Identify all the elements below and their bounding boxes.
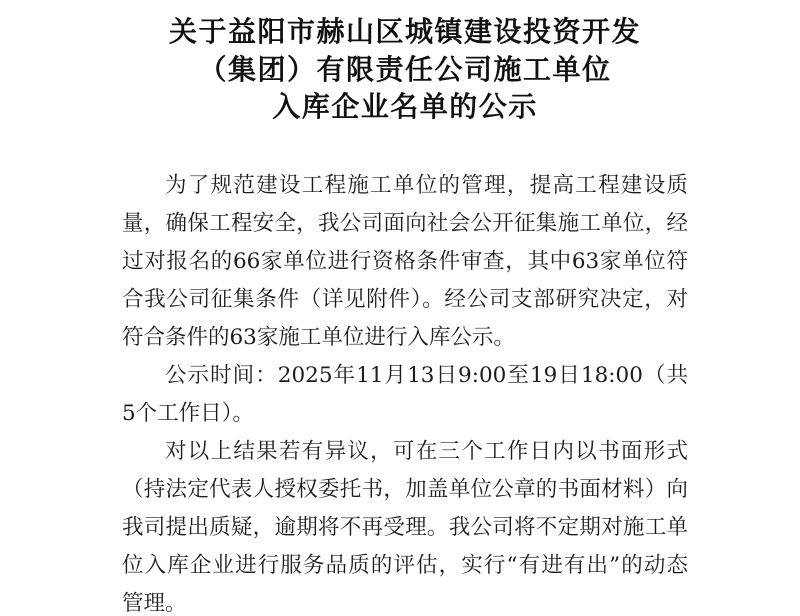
body-line: 合我公司征集条件（详见附件）。经公司支部研究决定，对 xyxy=(122,287,688,312)
body-line: 对以上结果若有异议，可在三个工作日内以书面形式 xyxy=(165,439,688,464)
body-line: 5个工作日）。 xyxy=(122,401,254,426)
body-line: （持法定代表人授权委托书，加盖单位公章的书面材料）向 xyxy=(122,477,688,502)
title-line: 关于益阳市赫山区城镇建设投资开发 xyxy=(168,15,641,48)
body-line: 符合条件的63家施工单位进行入库公示。 xyxy=(122,325,515,350)
body-line: 位入库企业进行服务品质的评估，实行“有进有出”的动态 xyxy=(122,553,688,578)
body-line: 量，确保工程安全，我公司面向社会公开征集施工单位，经 xyxy=(122,211,688,236)
title-line: （集团）有限责任公司施工单位 xyxy=(198,52,612,86)
document-title xyxy=(122,13,688,126)
title-line: 入库企业名单的公示 xyxy=(272,90,538,123)
body-line: 公示时间：2025年11月13日9:00至19日18:00（共 xyxy=(165,363,688,388)
body-line: 为了规范建设工程施工单位的管理，提高工程建设质 xyxy=(165,173,688,198)
body-line: 过对报名的66家单位进行资格条件审查，其中63家单位符 xyxy=(122,249,688,274)
body-line: 我司提出质疑，逾期将不再受理。我公司将不定期对施工单 xyxy=(122,515,688,540)
document-body xyxy=(122,167,688,616)
body-line: 管理。 xyxy=(122,591,187,616)
